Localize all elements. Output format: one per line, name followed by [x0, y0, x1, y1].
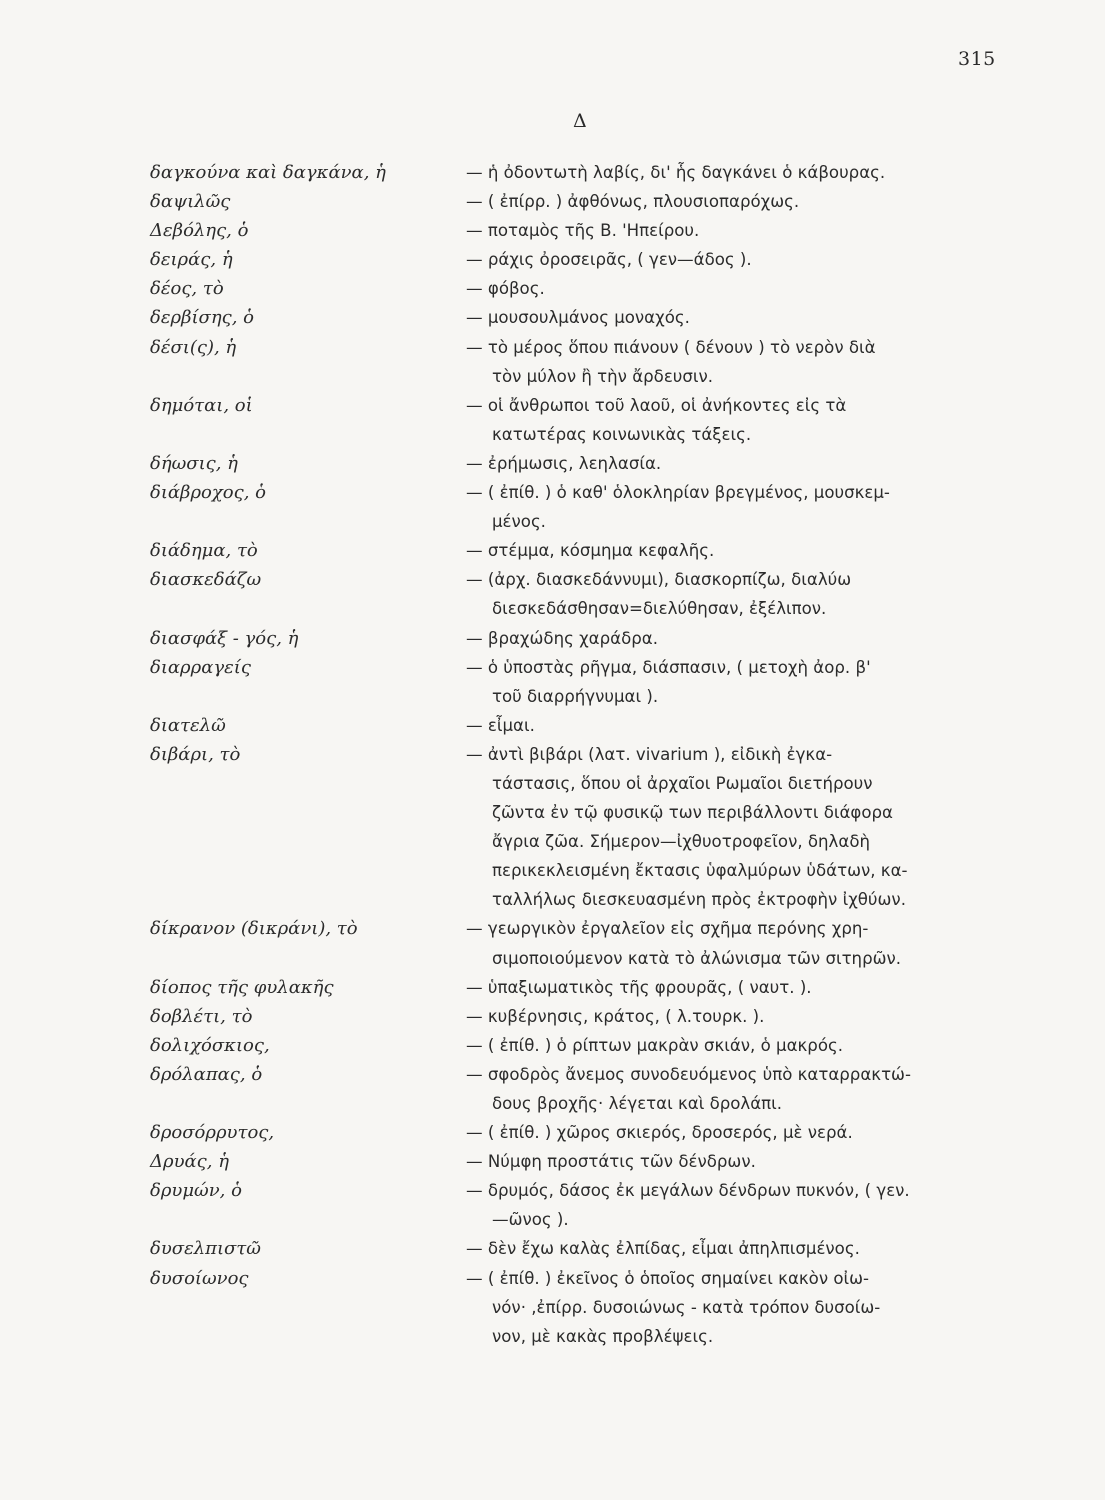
glossary-entry [150, 653, 1030, 711]
glossary-entry [150, 1060, 1030, 1118]
glossary-entry [150, 914, 1030, 972]
definition-line: — βραχώδης χαράδρα. [466, 628, 658, 648]
glossary-entry [150, 333, 1030, 391]
definition-line: ζῶντα ἐν τῷ φυσικῷ των περιβάλλοντι διάφορα [492, 803, 893, 823]
definition-line: — γεωργικὸν ἐργαλεῖον εἰς σχῆμα περόνης χρη- [466, 919, 869, 939]
definition-line: — εἶμαι. [466, 715, 535, 735]
definition-line: τάστασις, ὅπου οἱ ἀρχαῖοι Ρωμαῖοι διετήρουν [492, 773, 873, 793]
definition-line: — ποταμὸς τῆς Β. 'Ηπείρου. [466, 221, 700, 241]
glossary-entry [150, 565, 1030, 623]
glossary-entry [150, 187, 1030, 216]
entry-definition [466, 1118, 1022, 1147]
definition-line: — στέμμα, κόσμημα κεφαλῆς. [466, 541, 715, 561]
definition-line: — σφοδρὸς ἄνεμος συνοδευόμενος ὑπὸ καταρρακτώ- [466, 1064, 911, 1084]
glossary-entry [150, 303, 1030, 332]
entry-definition [466, 565, 1022, 623]
definition-line: — ἡ ὀδοντωτὴ λαβίς, δι' ἧς δαγκάνει ὁ κάβουρας. [466, 163, 886, 182]
entry-term: δοβλέτι, τὸ [150, 1005, 253, 1027]
entry-term: δαγκούνα καὶ δαγκάνα, ἡ [150, 162, 386, 183]
definition-line: — ( ἐπίθ. ) ὁ καθ' ὁλοκληρίαν βρεγμένος, μουσκεμ- [466, 483, 890, 503]
entry-definition [466, 245, 1022, 274]
definition-line: νόν· ,ἐπίρρ. δυσοιώνως - κατὰ τρόπον δυσοίω- [492, 1297, 881, 1317]
entry-term: δαψιλῶς [150, 191, 231, 213]
glossary-entry [150, 1147, 1030, 1176]
entry-term: δειράς, ἡ [150, 249, 233, 271]
glossary-entry [150, 216, 1030, 245]
definition-line: — ἐρήμωσις, λεηλασία. [466, 453, 662, 473]
glossary-entry [150, 391, 1030, 449]
entry-term: δήωσις, ἡ [150, 452, 238, 474]
glossary-entry [150, 274, 1030, 303]
definition-line: — δρυμός, δάσος ἐκ μεγάλων δένδρων πυκνόν, ( γεν. [466, 1181, 910, 1201]
entry-term: δολιχόσκιος, [150, 1034, 270, 1056]
definition-line: — (ἀρχ. διασκεδάννυμι), διασκορπίζω, διαλύω [466, 570, 852, 590]
entry-term: δρόλαπας, ὁ [150, 1063, 263, 1085]
glossary [150, 158, 1030, 1351]
glossary-entry [150, 449, 1030, 478]
definition-line: — ράχις ὀροσειρᾶς, ( γεν—άδος ). [466, 250, 752, 270]
definition-line: —ῶνος ). [492, 1210, 569, 1230]
entry-term: Δεβόλης, ὁ [150, 220, 249, 242]
entry-term: δέος, τὸ [150, 278, 224, 300]
entry-term: δίοπος τῆς φυλακῆς [150, 976, 334, 998]
definition-line: ταλλήλως διεσκευασμένη πρὸς ἐκτροφὴν ἰχθύων. [492, 890, 906, 910]
entry-definition [466, 914, 1022, 972]
definition-line: — ὑπαξιωματικὸς τῆς φρουρᾶς, ( ναυτ. ). [466, 977, 812, 997]
glossary-entry [150, 1031, 1030, 1060]
entry-term: διατελῶ [150, 714, 226, 736]
entry-definition [466, 624, 1022, 653]
entry-term: διαρραγείς [150, 656, 251, 678]
glossary-entry [150, 478, 1030, 536]
entry-definition [466, 1147, 1022, 1176]
entry-term: δυσελπιστῶ [150, 1238, 261, 1260]
definition-line: τὸν μύλον ἢ τὴν ἄρδευσιν. [492, 366, 714, 386]
entry-definition [466, 391, 1022, 449]
entry-definition [466, 216, 1022, 245]
definition-line: μένος. [492, 512, 546, 532]
definition-line: σιμοποιούμενον κατὰ τὸ ἀλώνισμα τῶν σιτηρῶν. [492, 948, 902, 968]
entry-definition [466, 449, 1022, 478]
definition-line: — ( ἐπίθ. ) ὁ ρίπτων μακρὰν σκιάν, ὁ μακρός. [466, 1035, 843, 1055]
definition-line: — μουσουλμάνος μοναχός. [466, 308, 690, 328]
definition-line: — ὁ ὑποστὰς ρῆγμα, διάσπασιν, ( μετοχὴ ἀορ. β' [466, 657, 871, 677]
definition-line: περικεκλεισμένη ἔκτασις ὑφαλμύρων ὑδάτων, κα- [492, 861, 908, 881]
entry-term: δρυμών, ὁ [150, 1180, 242, 1202]
glossary-entry [150, 973, 1030, 1002]
definition-line: — Νύμφη προστάτις τῶν δένδρων. [466, 1152, 756, 1172]
entry-definition [466, 653, 1022, 711]
entry-definition [466, 333, 1022, 391]
glossary-entry [150, 711, 1030, 740]
entry-definition [466, 1234, 1022, 1263]
glossary-entry [150, 1002, 1030, 1031]
definition-line: — δὲν ἔχω καλὰς ἐλπίδας, εἶμαι ἀπηλπισμένος. [466, 1239, 860, 1259]
glossary-entry [150, 624, 1030, 653]
glossary-entry [150, 245, 1030, 274]
definition-line: — ( ἐπίθ. ) ἐκεῖνος ὁ ὁποῖος σημαίνει κακὸν οἰω- [466, 1268, 870, 1288]
glossary-entry [150, 1264, 1030, 1351]
entry-definition [466, 158, 1022, 187]
entry-definition [466, 303, 1022, 332]
definition-line: νον, μὲ κακὰς προβλέψεις. [492, 1326, 714, 1346]
entry-definition [466, 740, 1022, 915]
entry-definition [466, 1176, 1022, 1234]
entry-definition [466, 536, 1022, 565]
glossary-entry [150, 1176, 1030, 1234]
entry-term: διασκεδάζω [150, 569, 262, 591]
definition-line: κατωτέρας κοινωνικὰς τάξεις. [492, 424, 752, 444]
entry-definition [466, 187, 1022, 216]
page-number: 315 [958, 48, 996, 70]
definition-line: — φόβος. [466, 279, 545, 299]
entry-term: διάδημα, τὸ [150, 540, 258, 562]
definition-line: — ἀντὶ βιβάρι (λατ. vivarium ), εἰδικὴ ἐγκα- [466, 744, 833, 764]
glossary-entry [150, 536, 1030, 565]
glossary-entry [150, 158, 1030, 187]
glossary-entry [150, 1234, 1030, 1263]
entry-definition [466, 1060, 1022, 1118]
entry-definition [466, 478, 1022, 536]
entry-term: δέσι(ς), ἡ [150, 336, 237, 358]
definition-line: διεσκεδάσθησαν=διελύθησαν, ἐξέλιπον. [492, 599, 827, 619]
entry-term: δίκρανον (δικράνι), τὸ [150, 918, 358, 940]
glossary-entry [150, 1118, 1030, 1147]
entry-definition [466, 1002, 1022, 1031]
entry-definition [466, 973, 1022, 1002]
definition-line: — ( ἐπίθ. ) χῶρος σκιερός, δροσερός, μὲ νερά. [466, 1123, 853, 1143]
definition-line: — τὸ μέρος ὅπου πιάνουν ( δένουν ) τὸ νερὸν διὰ [466, 337, 876, 357]
entry-definition [466, 711, 1022, 740]
definition-line: τοῦ διαρρήγνυμαι ). [492, 686, 659, 706]
definition-line: — ( ἐπίρρ. ) ἀφθόνως, πλουσιοπαρόχως. [466, 192, 800, 212]
entry-term: διάβροχος, ὁ [150, 482, 266, 504]
entry-term: δροσόρρυτος, [150, 1122, 275, 1144]
definition-line: δους βροχῆς· λέγεται καὶ δρολάπι. [492, 1094, 783, 1113]
definition-line: ἄγρια ζῶα. Σήμερον—ἰχθυοτροφεῖον, δηλαδὴ [492, 832, 870, 852]
definition-line: — κυβέρνησις, κράτος, ( λ.τουρκ. ). [466, 1006, 765, 1026]
entry-term: δυσοίωνος [150, 1267, 249, 1289]
entry-term: διασφάξ - γός, ἡ [150, 627, 299, 649]
section-letter: Δ [573, 110, 587, 132]
entry-term: Δρυάς, ἡ [150, 1151, 229, 1173]
entry-definition [466, 1031, 1022, 1060]
entry-term: δημόται, οἱ [150, 394, 253, 416]
entry-definition [466, 1264, 1022, 1351]
definition-line: — οἱ ἄνθρωποι τοῦ λαοῦ, οἱ ἀνήκοντες εἰς τὰ [466, 395, 847, 415]
glossary-entry [150, 740, 1030, 915]
entry-term: διβάρι, τὸ [150, 743, 241, 765]
entry-term: δερβίσης, ὁ [150, 307, 254, 329]
entry-definition [466, 274, 1022, 303]
